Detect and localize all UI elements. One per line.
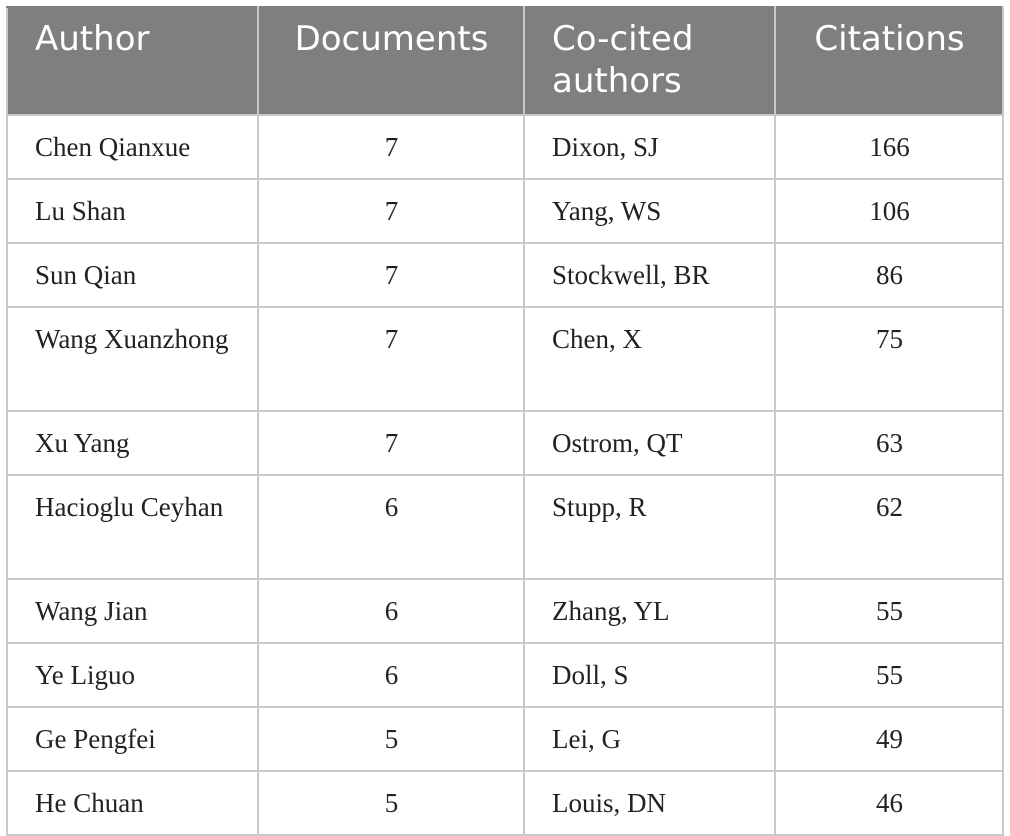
table-row: [7, 243, 1003, 307]
cell-author: Ge Pengfei: [7, 707, 258, 771]
table-row: [7, 707, 1003, 771]
cell-documents: 7: [258, 411, 524, 475]
header-documents: Documents: [258, 7, 524, 115]
cell-author: Hacioglu Ceyhan: [7, 475, 258, 579]
cell-documents: 7: [258, 179, 524, 243]
cell-author: Chen Qianxue: [7, 115, 258, 179]
cell-author: Lu Shan: [7, 179, 258, 243]
cell-cocited: Chen, X: [524, 307, 775, 411]
cell-documents: 7: [258, 115, 524, 179]
table-row: [7, 579, 1003, 643]
table-row: [7, 115, 1003, 179]
table-row: [7, 307, 1003, 411]
table-header-row: [7, 7, 1003, 115]
cell-cocited: Louis, DN: [524, 771, 775, 835]
cell-author: Wang Jian: [7, 579, 258, 643]
cell-documents: 5: [258, 771, 524, 835]
cell-documents: 5: [258, 707, 524, 771]
table-row: [7, 643, 1003, 707]
table-row: [7, 771, 1003, 835]
header-citations: Citations: [775, 7, 1003, 115]
cell-citations: 62: [775, 475, 1003, 579]
cell-author: Xu Yang: [7, 411, 258, 475]
cell-documents: 6: [258, 579, 524, 643]
cell-citations: 55: [775, 643, 1003, 707]
cell-cocited: Yang, WS: [524, 179, 775, 243]
cell-cocited: Dixon, SJ: [524, 115, 775, 179]
header-cocited-authors: Co-cited authors: [524, 7, 775, 115]
cell-cocited: Stupp, R: [524, 475, 775, 579]
cell-citations: 49: [775, 707, 1003, 771]
cell-documents: 6: [258, 643, 524, 707]
header-author: Author: [7, 7, 258, 115]
cell-citations: 86: [775, 243, 1003, 307]
cell-citations: 55: [775, 579, 1003, 643]
cell-citations: 75: [775, 307, 1003, 411]
cell-cocited: Zhang, YL: [524, 579, 775, 643]
table-row: [7, 179, 1003, 243]
cell-author: Sun Qian: [7, 243, 258, 307]
cell-cocited: Lei, G: [524, 707, 775, 771]
cell-cocited: Ostrom, QT: [524, 411, 775, 475]
table-container: [6, 6, 1002, 836]
table-row: [7, 411, 1003, 475]
cell-documents: 7: [258, 243, 524, 307]
cell-author: Wang Xuanzhong: [7, 307, 258, 411]
cell-citations: 106: [775, 179, 1003, 243]
cell-citations: 63: [775, 411, 1003, 475]
table-row: [7, 475, 1003, 579]
cell-author: He Chuan: [7, 771, 258, 835]
cell-citations: 166: [775, 115, 1003, 179]
cell-cocited: Doll, S: [524, 643, 775, 707]
cell-author: Ye Liguo: [7, 643, 258, 707]
author-citations-table: [6, 6, 1004, 836]
cell-citations: 46: [775, 771, 1003, 835]
cell-cocited: Stockwell, BR: [524, 243, 775, 307]
cell-documents: 7: [258, 307, 524, 411]
cell-documents: 6: [258, 475, 524, 579]
